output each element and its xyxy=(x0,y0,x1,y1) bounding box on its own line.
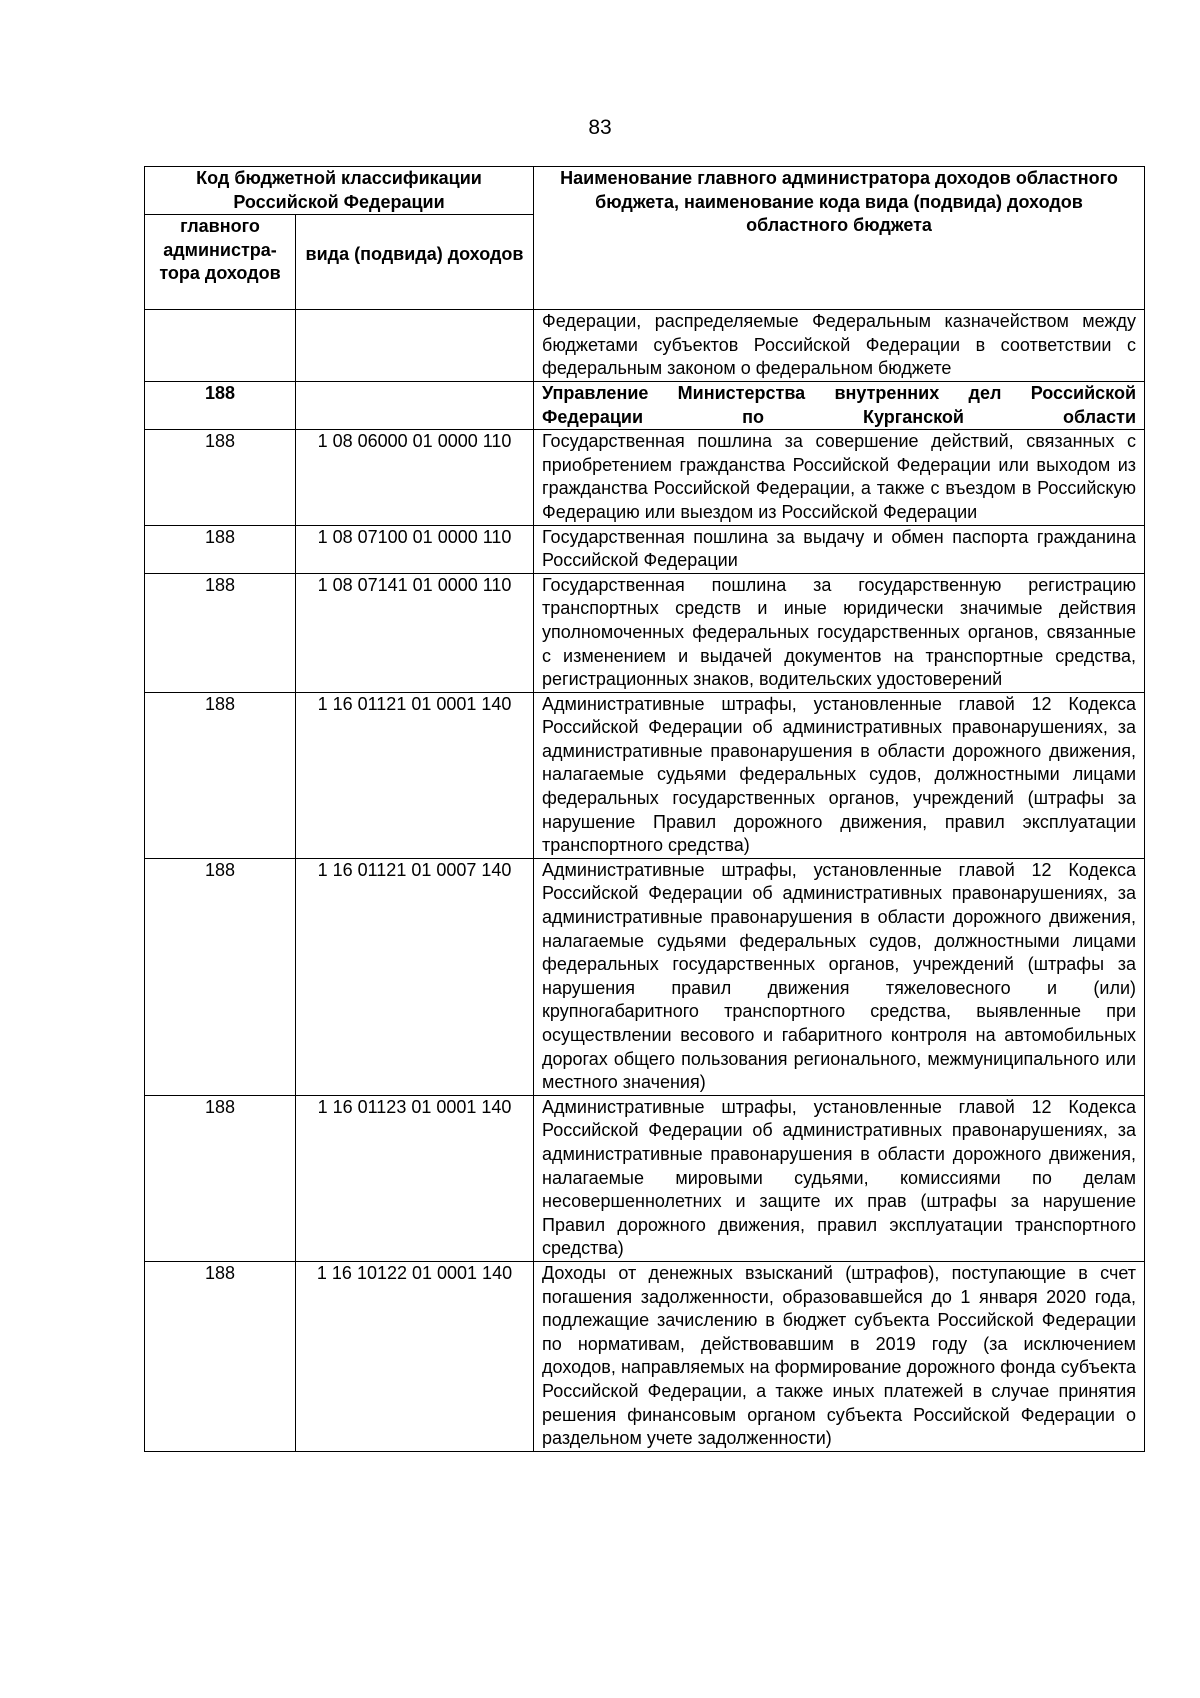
income-code-cell: 1 16 01123 01 0001 140 xyxy=(296,1095,534,1261)
description-cell: Государственная пошлина за совершение действий, связанных с приобретением гражданства Российской Федерации или выходом из гражданства Российской Федерации, а также с въездом в Российскую Федерацию или выездом из Российской Федерации xyxy=(534,430,1145,525)
admin-code-cell: 188 xyxy=(145,1095,296,1261)
header-code-column: вида (подвида) доходов xyxy=(296,215,534,310)
table-header-row xyxy=(145,167,1145,215)
description-cell: Управление Министерства внутренних дел Российской Федерации по Курганской области xyxy=(534,381,1145,429)
admin-code-cell: 188 xyxy=(145,525,296,573)
header-admin-column: главного администра-тора доходов xyxy=(145,215,296,310)
page-number: 83 xyxy=(588,116,612,139)
income-code-cell: 1 16 01121 01 0007 140 xyxy=(296,858,534,1095)
description-cell: Государственная пошлина за выдачу и обмен паспорта гражданина Российской Федерации xyxy=(534,525,1145,573)
table-row xyxy=(145,573,1145,692)
table-row xyxy=(145,858,1145,1095)
admin-code-cell xyxy=(145,310,296,382)
description-cell: Административные штрафы, установленные главой 12 Кодекса Российской Федерации об административных правонарушениях, за административные правонарушения в области дорожного движения, налагаемые мировыми судьями, комиссиями по делам несовершеннолетних и защите их прав (штрафы за нарушение Правил дорожного движения, правил эксплуатации транспортного средства) xyxy=(534,1095,1145,1261)
income-code-cell: 1 16 10122 01 0001 140 xyxy=(296,1261,534,1451)
income-code-cell xyxy=(296,310,534,382)
description-cell: Административные штрафы, установленные главой 12 Кодекса Российской Федерации об административных правонарушениях, за административные правонарушения в области дорожного движения, налагаемые судьями федеральных судов, должностными лицами федеральных государственных органов, учреждений (штрафы за нарушение Правил дорожного движения, правил эксплуатации транспортного средства) xyxy=(534,692,1145,858)
admin-code-cell: 188 xyxy=(145,430,296,525)
income-code-cell: 1 08 07141 01 0000 110 xyxy=(296,573,534,692)
admin-code-cell: 188 xyxy=(145,692,296,858)
income-code-cell xyxy=(296,381,534,429)
table-row xyxy=(145,525,1145,573)
table-row xyxy=(145,692,1145,858)
description-cell: Административные штрафы, установленные главой 12 Кодекса Российской Федерации об административных правонарушениях, за административные правонарушения в области дорожного движения, налагаемые судьями федеральных судов, должностными лицами федеральных государственных органов, учреждений (штрафы за нарушения правил движения тяжеловесного и (или) крупногабаритного транспортного средства, выявленные при осуществлении весового и габаритного контроля на автомобильных дорогах общего пользования регионального, межмуниципального или местного значения) xyxy=(534,858,1145,1095)
table-row xyxy=(145,310,1145,382)
table-body xyxy=(145,310,1145,1452)
header-group-budget-code: Код бюджетной классификации Российской Федерации xyxy=(145,167,534,215)
admin-code-cell: 188 xyxy=(145,858,296,1095)
table-row xyxy=(145,1261,1145,1451)
description-cell: Доходы от денежных взысканий (штрафов), поступающие в счет погашения задолженности, образовавшейся до 1 января 2020 года, подлежащие зачислению в бюджет субъекта Российской Федерации по нормативам, действовавшим в 2019 году (за исключением доходов, направляемых на формирование дорожного фонда субъекта Российской Федерации, а также иных платежей в случае принятия решения финансовым органом субъекта Российской Федерации о раздельном учете задолженности) xyxy=(534,1261,1145,1451)
income-code-cell: 1 08 07100 01 0000 110 xyxy=(296,525,534,573)
income-code-cell: 1 16 01121 01 0001 140 xyxy=(296,692,534,858)
admin-code-cell: 188 xyxy=(145,381,296,429)
admin-code-cell: 188 xyxy=(145,1261,296,1451)
admin-code-cell: 188 xyxy=(145,573,296,692)
income-code-cell: 1 08 06000 01 0000 110 xyxy=(296,430,534,525)
budget-classification-table xyxy=(144,166,1145,1452)
table-row xyxy=(145,1095,1145,1261)
header-name-column: Наименование главного администратора доходов областного бюджета, наименование кода вида (подвида) доходов областного бюджета xyxy=(534,167,1145,310)
table-row xyxy=(145,430,1145,525)
description-cell: Государственная пошлина за государственную регистрацию транспортных средств и иные юридически значимые действия уполномоченных федеральных государственных органов, связанные с изменением и выдачей документов на транспортные средства, регистрационных знаков, водительских удостоверений xyxy=(534,573,1145,692)
description-cell: Федерации, распределяемые Федеральным казначейством между бюджетами субъектов Российской Федерации в соответствии с федеральным законом о федеральном бюджете xyxy=(534,310,1145,382)
table-row xyxy=(145,381,1145,429)
